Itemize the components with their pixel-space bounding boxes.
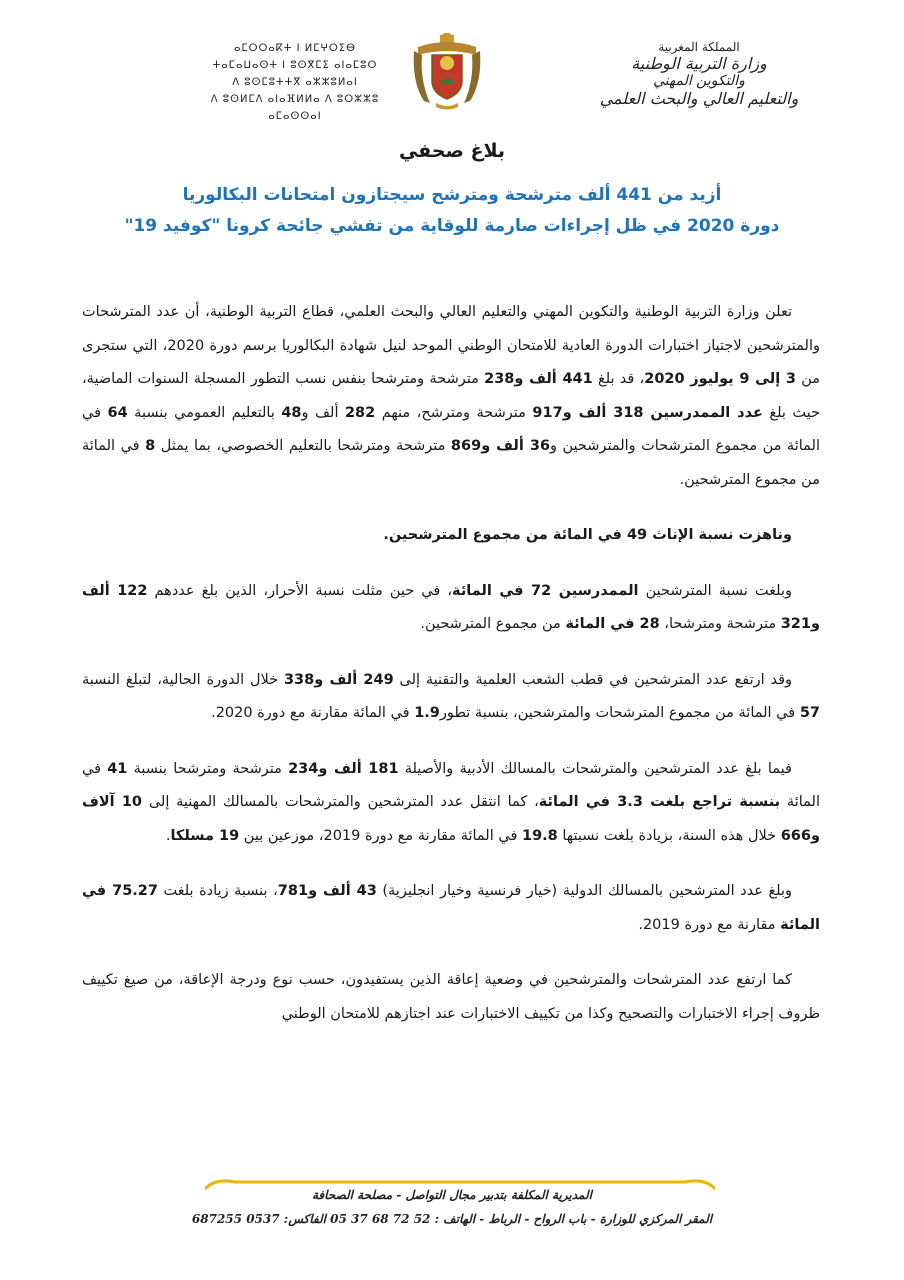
paragraph-text: وبلغ عدد المترشحين بالمسالك الدولية (خيار فرنسية وخيار انجليزية) [376, 883, 793, 899]
ministry-name-line: وزارة التربية الوطنية [631, 54, 767, 73]
emphasis-text: 666 [780, 827, 811, 844]
paragraph [82, 575, 820, 642]
emphasis-text: 917 [532, 404, 563, 421]
paragraph-text: فيما بلغ عدد المترشحين والمترشحات بالمسالك الأدبية والأصيلة [398, 760, 792, 777]
emphasis-text: 781 [277, 883, 309, 899]
emphasis-text: 1.9 [414, 705, 440, 721]
emphasis-text: 28 في المائة [565, 616, 660, 632]
paragraph-text: تعلن وزارة التربية الوطنية والتكوين المهني والتعليم العالي والبحث العلمي، قطاع التربية الوطنية، أن عدد المترشحات والمترشحين لاجتياز اختبارات الدورة العادية للامتحان الوطني الموحد لنيل شهادة البكالوريا برسم دورة 2020، التي ستجرى من [82, 304, 820, 387]
headline-line: دورة 2020 في ظل إجراءات صارمة للوقاية من تفشي جائحة كرونا "كوفيد 19" [124, 216, 780, 236]
paragraph-text: مترشحة ومترشح، منهم [375, 404, 533, 421]
emphasis-text: 48 [281, 404, 302, 421]
headline-line: أزيد من 441 ألف مترشحة ومترشح سيجتازون امتحانات البكالوريا [182, 185, 722, 205]
emphasis-text: 181 ألف و [318, 760, 399, 777]
ministry-header [549, 40, 849, 108]
emphasis-text: 238 [484, 371, 515, 387]
paragraph-text: ، قد بلغ [592, 371, 645, 387]
paragraph-text: في المائة من مجموع المترشحات والمترشحين و [82, 404, 820, 454]
paragraph [82, 664, 820, 731]
paragraph-text: مترشحة ومترشحا بالتعليم الخصوصي، بما يمثل [155, 438, 451, 454]
tifinagh-line: ⵜⴰⵎⴰⵡⴰⵙⵜ ⵏ ⵓⵙⴳⵎⵉ ⴰⵏⴰⵎⵓⵔ [212, 60, 378, 71]
headline [0, 180, 904, 242]
paragraph-text: في المائة من مجموع المترشحات والمترشحين، بنسبة تطور [439, 705, 800, 721]
ministry-name-line: والتعليم العالي والبحث العلمي [599, 89, 799, 108]
paragraph-text: في المائة مقارنة مع دورة 2020. [211, 705, 415, 721]
emphasis-text: 122 ألف و [82, 582, 820, 632]
emphasis-text: 36 ألف و [481, 438, 550, 454]
emphasis-text: 441 ألف و [514, 371, 593, 387]
emphasis-text: الممدرسين 72 في المائة [452, 582, 639, 599]
emphasis-text: 8 [145, 438, 156, 454]
paragraph-text: خلال هذه السنة، بزيادة بلغت نسبتها [557, 827, 781, 844]
document-title: بلاغ صحفي [398, 140, 506, 162]
paragraph-text: في المائة [82, 760, 820, 810]
paragraph-text: وقد ارتفع عدد المترشحين في قطب الشعب العلمية والتقنية إلى [393, 671, 793, 688]
paragraph-text: وبلغت نسبة المترشحين [638, 582, 793, 599]
paragraph [82, 875, 820, 942]
paragraph-text: في المائة مقارنة مع دورة 2019، موزعين بين [239, 827, 522, 844]
emphasis-text: 869 [450, 438, 482, 454]
paragraph-text: ألف و [301, 404, 345, 421]
coat-of-arms-icon [410, 33, 484, 111]
press-release-body [82, 296, 820, 1053]
emphasis-text: 234 [288, 760, 319, 777]
emphasis-text: 64 [107, 404, 128, 421]
emphasis-text: بنسبة تراجع بلغت 3.3 في المائة [538, 794, 781, 810]
emphasis-text: 75.27 في المائة [82, 883, 820, 933]
tifinagh-line: ⴷ ⵓⵙⵍⵎⴷ ⴰⵏⴰⴼⵍⵍⴰ ⴷ ⵓⵔⵣⵣⵓ ⴰⵎⴰⵙⵙⴰⵏ [210, 94, 380, 122]
emphasis-text: 10 آلاف و [82, 794, 820, 844]
paragraph-text: في المائة من مجموع المترشحين. [82, 438, 820, 488]
emphasis-text: 19.8 [522, 827, 558, 844]
footer-contact: المقر المركزي للوزارة - باب الرواح - الرباط - الهاتف : 52 72 68 37 05 الفاكس: 0537 687255 [191, 1212, 713, 1226]
paragraph-text: بالتعليم العمومي بنسبة [127, 404, 282, 421]
emphasis-text: وناهزت نسبة الإناث 49 في المائة من مجموع المترشحين. [383, 527, 792, 543]
paragraph [82, 519, 820, 553]
tifinagh-line: ⴰⵎⵔⵔⴰⴽⵜ ⵏ ⵍⵎⵖⵔⵉⴱ [233, 43, 356, 54]
paragraph-text: مترشحة ومترشحا، [659, 616, 781, 632]
kingdom-name: المملكة المغربية [658, 40, 740, 54]
paragraph-text: ، في حين مثلت نسبة الأحرار، الذين بلغ عددهم [147, 582, 453, 599]
paragraph-text: مترشحة ومترشحا بنسبة [127, 760, 289, 777]
emphasis-text: 321 [780, 616, 811, 632]
paragraph-text: مقارنة مع دورة 2019. [638, 916, 781, 933]
paragraph-text: كما ارتفع عدد المترشحات والمترشحين في وضعية إعاقة الذين يستفيدون، حسب نوع ودرجة الإعاقة، من صيغ تكييف ظروف إجراء الاختبارات والتصحيح وكذا من تكييف الاختبارات عند اجتازهم للامتحان الوطني [82, 972, 820, 1022]
emphasis-text: 249 ألف و [314, 671, 394, 688]
paragraph-text: . [165, 827, 171, 844]
emphasis-text: 19 مسلكا [170, 827, 240, 844]
emphasis-text: 3 إلى 9 يوليوز 2020 [644, 371, 796, 387]
emphasis-text: 41 [107, 760, 128, 777]
paragraph-text: ، كما انتقل عدد المترشحين والمترشحات بالمسالك المهنية إلى [142, 794, 539, 810]
emphasis-text: 57 [799, 705, 820, 721]
paragraph-text: من مجموع المترشحين. [420, 616, 566, 632]
ministry-name-line: والتكوين المهني [653, 73, 745, 89]
paragraph-text: مترشحة ومترشحا بنفس نسب التطور المسجلة السنوات الماضية، حيث بلغ [82, 371, 820, 421]
emphasis-text: 43 ألف و [308, 883, 377, 899]
emphasis-text: 282 [344, 404, 376, 421]
emphasis-text: عدد الممدرسين 318 ألف و [562, 404, 763, 421]
paragraph [82, 753, 820, 854]
tifinagh-header [195, 40, 395, 125]
tifinagh-line: ⴷ ⵓⵙⵎⵓⵜⵜⴳ ⴰⵣⵣⵓⵍⴰⵏ [232, 77, 358, 88]
paragraph-text: خلال الدورة الحالية، لتبلغ النسبة [82, 671, 284, 688]
paragraph-text: ، بنسبة زيادة بلغت [158, 883, 278, 899]
paragraph [82, 964, 820, 1031]
emphasis-text: 338 [283, 671, 315, 688]
paragraph [82, 296, 820, 497]
footer-department: المديرية المكلفة بتدبير مجال التواصل - مصلحة الصحافة [312, 1188, 592, 1202]
